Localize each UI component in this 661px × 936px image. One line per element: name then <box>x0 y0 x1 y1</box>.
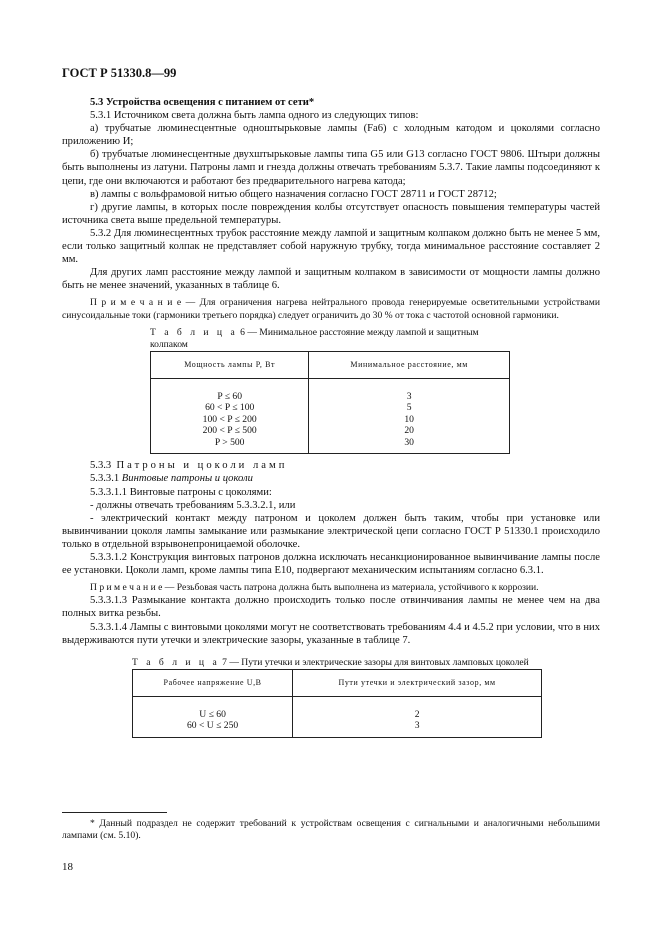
table-caption-text: 6 — Минимальное расстояние между лампой и защитным колпаком <box>150 326 479 350</box>
table-header-cell: Мощность лампы P, Вт <box>151 351 309 378</box>
table-cell: P ≤ 60 60 < P ≤ 100 100 < P ≤ 200 200 < P ≤ 500 P > 500 <box>151 378 309 454</box>
table-caption-text: 7 — Пути утечки и электрические зазоры для винтовых ламповых цоколей <box>219 656 529 668</box>
note <box>62 582 600 594</box>
paragraph: 5.3.3.1.4 Лампы с винтовыми цоколями могут не соответствовать требованиям 4.4 и 4.5.2 при условии, что в них выдерживаются пути утечки и электрические зазоры, указанные в таблице 7. <box>62 621 600 646</box>
heading-number: 5.3.3 <box>90 460 112 472</box>
footnote: * Данный подраздел не содержит требований к устройствам освещения с сигнальными и аналогичными небольшими лампами (см. 5.10). <box>62 818 600 841</box>
table-6 <box>150 351 510 455</box>
table-label: Т а б л и ц а <box>132 656 220 668</box>
heading-number: 5.3.3.1 <box>90 473 120 485</box>
paragraph: 5.3.3.1.1 Винтовые патроны с цоколями: <box>90 486 272 498</box>
paragraph: а) трубчатые люминесцентные одноштырьковые лампы (Fa6) с холодным катодом и цоколями согласно приложению И; <box>62 123 600 148</box>
heading-text: Винтовые патроны и цоколи <box>121 473 253 485</box>
paragraph: б) трубчатые люминесцентные двухштырьковые лампы типа G5 или G13 согласно ГОСТ 9806. Штыри должны быть выполнены из латуни. Патроны ламп и гнезда должны отвечать требованиям 5.3.7. Такие лампы подсоединяют к цепи, где они включаются и работают без предварительного нагрева катода; <box>62 149 600 187</box>
page-number: 18 <box>62 861 73 873</box>
subsection-heading <box>62 459 600 472</box>
paragraph: 5.3.2 Для люминесцентных трубок расстояние между лампой и защитным колпаком должно быть не менее 5 мм, если только защитный колпак не представляет собой наружную трубку, тогда минимальное расстояние составляет 2 мм. <box>62 227 600 266</box>
paragraph: - электрический контакт между патроном и цоколем должен быть таким, чтобы при установке или вывинчивании цоколя лампы замыкание или размыкание электрической цепи согласно ГОСТ Р 51330.1 происходило только в отдельной взрывонепроницаемой оболочке. <box>62 512 600 550</box>
paragraph: г) другие лампы, в которых после повреждения колбы отсутствует опасность повышения температуры частей источника света выше предельной температуры. <box>62 201 600 226</box>
table-7 <box>132 669 542 738</box>
table-header-cell: Пути утечки и электрический зазор, мм <box>293 669 542 696</box>
heading-text: Патроны и цоколи ламп <box>116 460 288 472</box>
table-7-caption <box>132 657 542 669</box>
table-header-cell: Рабочее напряжение U,В <box>133 669 293 696</box>
section-heading: 5.3 Устройства освещения с питанием от сети* <box>90 97 315 108</box>
note-text: — Для ограничения нагрева нейтрального провода генерируемые осветительными устройствами синусоидальные токи (гармоники третьего порядка) следует ограничить до 30 % от тока с частотой основной гармоники. <box>62 297 600 321</box>
note-label: П р и м е ч а н и е <box>90 297 182 309</box>
note <box>62 297 600 321</box>
footnote-divider <box>62 812 167 813</box>
document-id-header: ГОСТ Р 51330.8—99 <box>62 66 177 80</box>
note-text: — Резьбовая часть патрона должна быть выполнена из материала, устойчивого к коррозии. <box>162 582 539 594</box>
paragraph: в) лампы с вольфрамовой нитью общего назначения согласно ГОСТ 28711 и ГОСТ 28712; <box>90 188 497 200</box>
table-header-cell: Минимальное расстояние, мм <box>309 351 510 378</box>
table-label: Т а б л и ц а <box>150 326 238 338</box>
table-cell: 2 3 <box>293 696 542 737</box>
main-content <box>62 96 600 738</box>
paragraph: 5.3.1 Источником света должна быть лампа одного из следующих типов: <box>90 110 419 122</box>
paragraph: 5.3.3.1.3 Размыкание контакта должно происходить только после отвинчивания лампы не менее чем на два полных витка резьбы. <box>62 595 600 620</box>
table-cell: U ≤ 60 60 < U ≤ 250 <box>133 696 293 737</box>
table-6-caption <box>150 327 505 351</box>
paragraph: - должны отвечать требованиям 5.3.3.2.1, или <box>90 499 296 511</box>
paragraph: 5.3.3.1.2 Конструкция винтовых патронов должна исключать несанкционированное вывинчивание лампы после ее установки. Цоколи ламп, кроме лампы типа E10, подвергают механическим испытаниям согласно 6.3.1. <box>62 551 600 577</box>
note-label: П р и м е ч а н и е <box>90 582 163 594</box>
subsection-heading <box>62 472 600 485</box>
table-cell: 3 5 10 20 30 <box>309 378 510 454</box>
paragraph: Для других ламп расстояние между лампой и защитным колпаком в зависимости от мощности лампы должно быть не менее значений, указанных в таблице 6. <box>62 267 600 292</box>
